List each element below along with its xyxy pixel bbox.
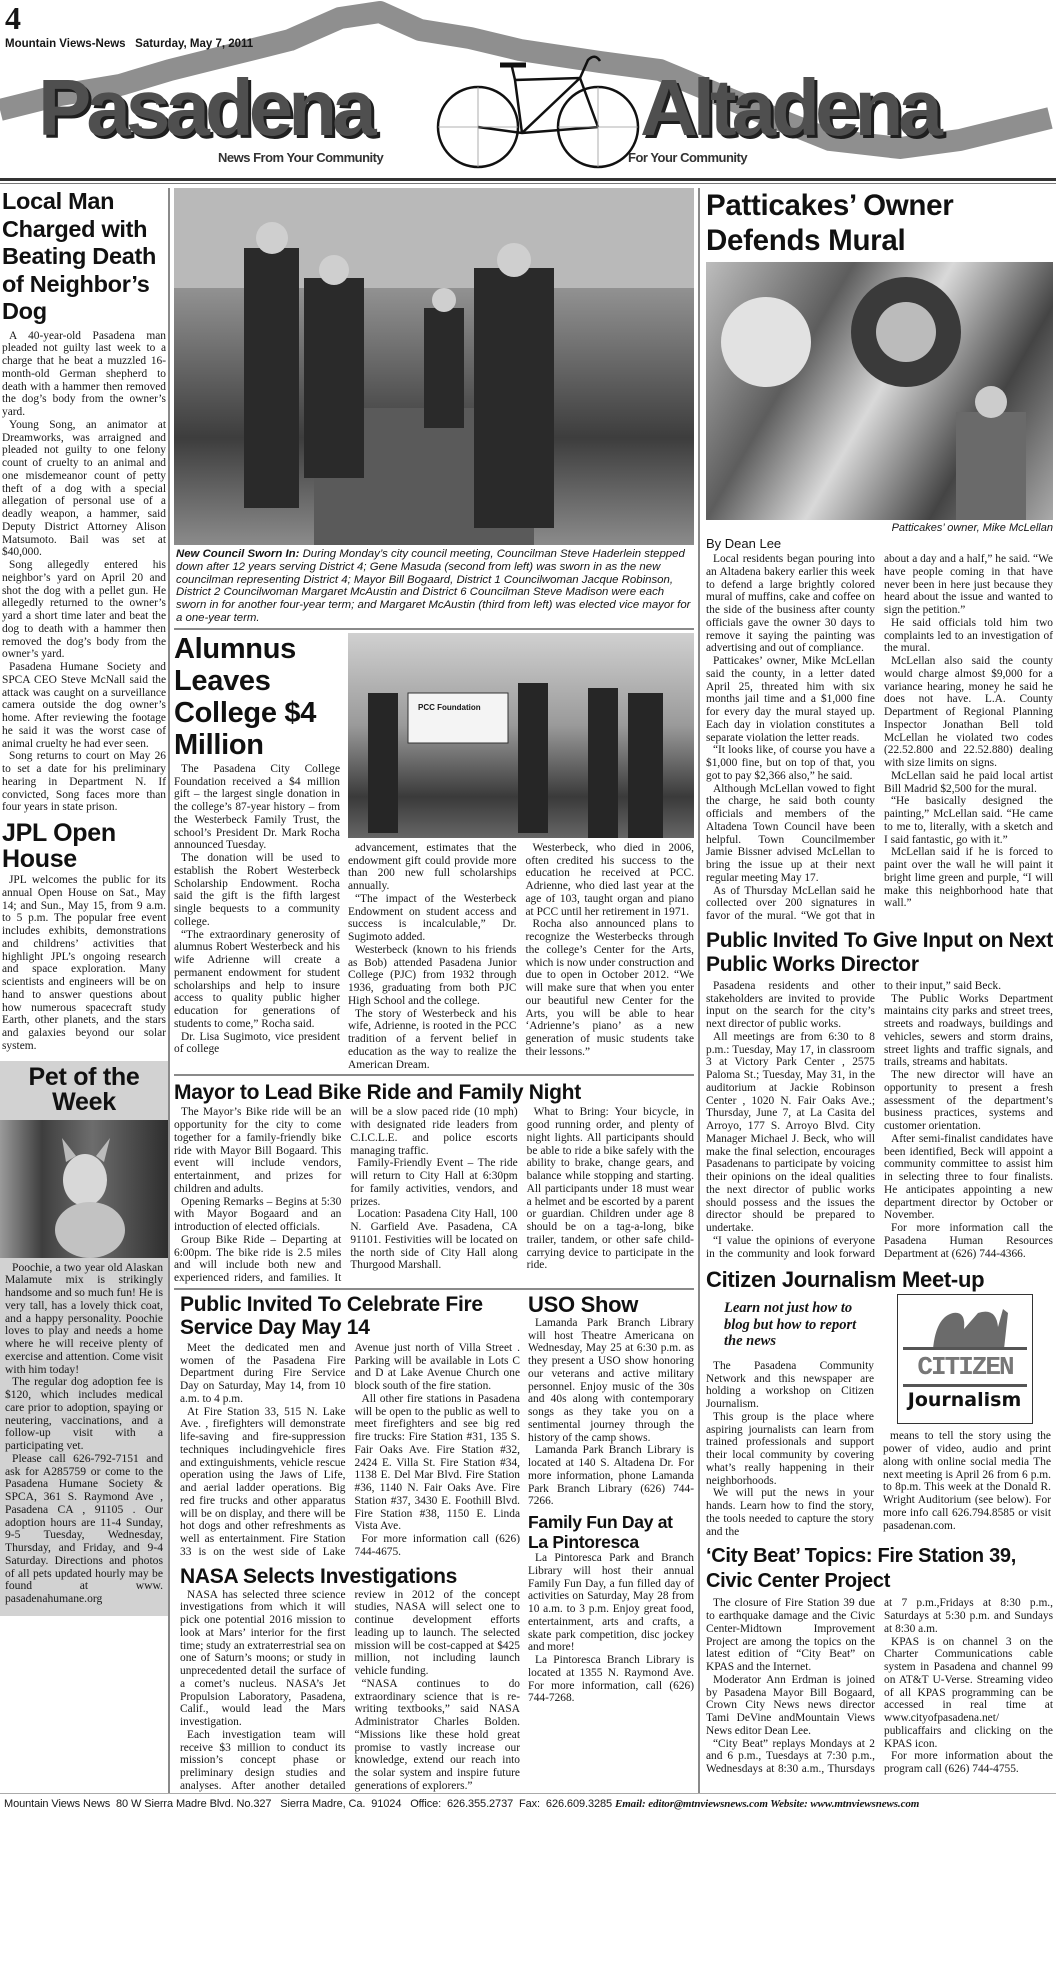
article-body xyxy=(528,1317,694,1508)
paragraph: Patticakes’ owner, Mike McLellan said the county, in a letter dated April 25, threated him with six months jail time and a $1,000 fine for every day the mural stayed up. Each day in violation constitutes a separate violation the letter reads. xyxy=(706,655,875,744)
paragraph: What to Bring: Your bicycle, in good running order, and plenty of night lights. All participants should be able to ride a bike safely with the ability to brake, change gears, and balance while stopping and starting. All participants under 18 must wear a helmet and be escorted by a parent or guardian. Children under age 8 should be on a tag-a-long, bike trailer, tandem, or other safe child-carrying device to participate in the ride. xyxy=(526,1106,694,1272)
paragraph: NASA has selected three science investigations from which it will pick one potential 2016 mission to look at Mars’ interior for the first time; study an extraterrestrial sea on one of Saturn’s moons; or study in unprecedented detail the surface of a comet’s nucleus. NASA’s Jet Propulsion Laboratory, Pasadena, Calif., would lead the Mars investigation. xyxy=(180,1588,346,1729)
paragraph: Lamanda Park Branch Library will host Theatre Americana on Wednesday, May 25 at 6:30 p.m. as they present a USO show honoring our veterans and active military personnel. Enjoy music of the 30s and 40s along with contemporary songs as they take you on a sentimental journey through the history of the camp shows. xyxy=(528,1316,694,1444)
headline: Citizen Journalism Meet-up xyxy=(706,1267,985,1293)
headline: USO Show xyxy=(528,1291,639,1317)
paragraph: For more information call (626) 744-4675. xyxy=(354,1533,520,1558)
paragraph: Group Bike Ride – Departing at 6:00pm. The bike ride is 2.5 miles and will include both new and experienced riders, and families. It will be a slow paced ride (10 mph) with designated ride leaders from C.I.C.L.E. and police escorts managing traffic. xyxy=(174,1106,518,1285)
article-family-fun-day xyxy=(528,1512,694,1705)
paragraph: At Fire Station 33, 515 N. Lake Ave. , firefighters will demonstrate life-saving and fire-suppression techniques includingvehicle fires and extinguishments, vehicle rescue operation using the Jaws of Life, and aerial ladder operations. Big red fire trucks and other apparatus will be on display, and there will be hot dogs and other refreshments as well as entertainment. Fire Station 33 is on the west side of Lake Avenue just north of Villa Street . Parking will be available in Lots C and D at Lake Avenue Church one block south of the fire station. xyxy=(180,1341,520,1558)
article-body xyxy=(528,1552,694,1705)
council-swearing-in-photo xyxy=(174,188,694,545)
article-body-col1 xyxy=(706,1360,874,1539)
tagline-left: News From Your Community xyxy=(218,150,384,165)
article-body xyxy=(174,1106,694,1285)
paragraph: For more information about the program call (626) 744-4755. xyxy=(884,1750,1053,1775)
headline: Patticakes’ Owner Defends Mural xyxy=(706,189,954,257)
council-photo-figure xyxy=(174,188,694,625)
left-column xyxy=(0,188,168,1793)
paragraph: The Pasadena City College Foundation received a $4 million gift – the largest single donation in the college’s 87-year history – from the Westerbeck Family Trust, the school’s President Dr. Mark Rocha announced Tuesday. xyxy=(174,762,340,852)
article-jpl-open-house xyxy=(0,814,168,1053)
masthead-title-pasadena: Pasadena xyxy=(38,63,372,152)
paragraph: Song allegedly entered his neighbor’s yard on April 20 and shot the dog with a pellet gun. He allegedly returned to the owner’s yard a short time later and beat the dog to death with a hammer then removed the dog’s body from the owner’s yard. xyxy=(2,559,166,661)
paragraph: This group is the place where aspiring journalists can learn from trained professionals and support their local community by covering what’s really happening in their neighborhoods. xyxy=(706,1410,874,1487)
paragraph: The Pasadena Community Network and this newspaper are holding a workshop on Citizen Journalism. xyxy=(706,1359,874,1410)
paragraph: Local residents began pouring into an Altadena bakery earlier this week to defend a large brightly colored mural of muffins, cake and coffee on the side of the business after county officials gave the owner 30 days to remove it saying the painting was advertising and out of compliance. xyxy=(706,553,875,655)
headline: Mayor to Lead Bike Ride and Family Night xyxy=(174,1081,581,1105)
logo-text-citizen: CITIZEN xyxy=(903,1347,1027,1387)
paragraph: Westerbeck, who died in 2006, often credited his success to the education he received at PCC. Adrienne, who died last year at the age of 103, taught organ and piano at PCC until her retirement in 1971. xyxy=(525,841,694,918)
headline: Local Man Charged with Beating Death of Neighbor’s Dog xyxy=(2,188,157,324)
paragraph: “He basically designed the painting,” McLellan said. “He came to me to, literally, with a sketch and I said fantastic, go with it.” xyxy=(884,795,1053,846)
masthead-title-altadena: Altadena xyxy=(640,63,938,152)
section-divider xyxy=(174,1288,694,1290)
paragraph: JPL welcomes the public for its annual Open House on Sat., May 14; and Sun., May 15, from 9 a.m. to 5 p.m. The popular free event includes exhibits, demonstrations and childrens’ activities that highlight JPL’s ongoing research and space exploration. Many scientists and engineers will be on hand to answer questions about how numerous spacecraft study Earth, other planets, and the stars and galaxies beyond our solar system. xyxy=(2,874,166,1052)
paragraph: Westerbeck (known to his friends as Bob) attended Pasadena Junior College (PJC) from 1932 through 1936, graduating from both PJC High School and the college. xyxy=(348,943,517,1007)
page-number: 4 xyxy=(5,0,21,36)
article-body xyxy=(706,553,1053,923)
photo-caption xyxy=(174,548,694,625)
masthead-rule-thin xyxy=(0,183,1056,184)
paragraph: Rocha also announced plans to recognize the Westerbecks through the college’s Center for the Arts, which is now under construction and due to open in October 2012. “We will make sure that when you enter our beautiful new Center for the Arts, you will be able to hear ‘Adrienne’s piano’ as a new generation of music students take their lessons.” xyxy=(525,918,694,1058)
headline: NASA Selects Investigations xyxy=(180,1564,458,1588)
article-body xyxy=(706,1597,1053,1776)
check-presentation-photo xyxy=(348,633,694,838)
paragraph: Family-Friendly Event – The ride will return to City Hall at 6:30pm for family activities, vendors, and prizes. xyxy=(350,1157,518,1208)
footer xyxy=(0,1793,1056,1814)
paragraph: “The impact of the Westerbeck Endowment on student access and success is incalculable,” Dr. Sugimoto added. xyxy=(348,892,517,944)
paragraph: The Mayor’s Bike ride will be an opportunity for the city to come together for a family-friendly bike ride with Mayor Bill Bogaard. This event will include vendors, entertainment, and prizes for children and adults. xyxy=(174,1106,342,1195)
article-alumnus-gift xyxy=(174,633,694,1072)
headline: Pet of the Week xyxy=(28,1062,140,1116)
caption-text: During Monday’s city council meeting, Councilman Steve Haderlein stepped down after 12 years serving District 4; Gene Masuda (second from left) was sworn in as the new councilman representing District 4; Mayor Bill Bogaard, District 1 Councilwoman Jacque Robinson, District 2 Councilwoman Margaret McAustin and District 6 Councilman Steve Madison were each sworn in for another four-year term; and Margaret McAustin (third from left) was elected vice mayor for a one-year term. xyxy=(176,548,691,624)
paragraph: McLellan said he paid local artist Bill Madrid $2,500 for the mural. xyxy=(884,769,1053,795)
paragraph: “The extraordinary generosity of alumnus Robert Westerbeck and his wife Adrienne will create a permanent endowment for student scholarships and help to insure access to quality public higher education for generations of students to come,” Rocha said. xyxy=(174,928,340,1030)
logo-text-journalism: Journalism xyxy=(907,1389,1022,1412)
paragraph: The donation will be used to establish the Robert Westerbeck Scholarship Endowment. Rocha said the gift is the fifth largest single bequests to a community college. xyxy=(174,852,340,928)
paragraph: Pasadena residents and other stakeholders are invited to provide input on the search for the city’s next director of public works. xyxy=(706,979,875,1030)
article-body xyxy=(0,1258,168,1610)
article-citizen-journalism xyxy=(706,1266,1053,1538)
paragraph: Dr. Lisa Sugimoto, vice president of college xyxy=(174,1030,340,1056)
headline: Public Invited To Give Input on Next Public Works Director xyxy=(706,928,1054,976)
paragraph: For more information call the Pasadena Human Resources Department at (626) 744-4366. xyxy=(884,1222,1053,1260)
center-column xyxy=(168,188,700,1793)
pet-of-the-week xyxy=(0,1061,168,1616)
paragraph: McLellan also said the county would charge almost $9,000 for a variance hearing, money he said he does not have. L.A. County Department of Regional Planning Inspector Jonathan Bell told McLellan he violated two codes (22.52.800 and 22.52.880) dealing with size limits on signs. xyxy=(884,655,1053,769)
headline: Public Invited To Celebrate Fire Service Day May 14 xyxy=(180,1292,483,1339)
paragraph: Meet the dedicated men and women of the Pasadena Fire Department during Fire Service Day on Saturday, May 14, from 10 a.m. to 4 p.m. xyxy=(180,1341,346,1405)
article-body xyxy=(706,980,1053,1261)
paragraph: The closure of Fire Station 39 due to earthquake damage and the Civic Center-Midtown Improvement Project are among the topics on the latest edition of “City Beat” on KPAS and the Internet. xyxy=(706,1597,875,1673)
article-fire-service-day xyxy=(180,1293,520,1559)
mural-photo xyxy=(706,262,1053,520)
paragraph: “I value the opinions of everyone in the community and look forward to their input,” said Beck. xyxy=(706,979,1002,1260)
article-public-works-director xyxy=(706,929,1053,1261)
article-body-col2 xyxy=(348,842,694,1072)
paragraph: Please call 626-792-7151 and ask for A285759 or come to the Pasadena Humane Society & SPCA, 361 S. Raymond Ave , Pasadena CA , 91105 . Our adoption hours are 11-4 Sunday, 9-5 Tuesday, Wednesday, Thursday, and Friday, and 9-4 Saturday. Directions and photos of all pets updated hourly may be found at www. pasadenahumane.org xyxy=(5,1451,163,1605)
paragraph: After semi-finalist candidates have been identified, Beck will appoint a community committee to assist him in selecting three to four finalists. He anticipates appointing a new department director by October or November. xyxy=(884,1132,1053,1222)
paragraph: The regular dog adoption fee is $120, which includes medical care prior to adoption, spaying or neutering, vaccinations, and a follow-up visit with a participating vet. xyxy=(5,1375,163,1452)
headline: JPL Open House xyxy=(2,819,116,873)
photo-caption: Patticakes’ owner, Mike McLellan xyxy=(891,522,1053,534)
footer-address: Mountain Views News 80 W Sierra Madre Blvd. No.327 Sierra Madre, Ca. 91024 Office: 626.355.2737 Fax: 626.609.3285 xyxy=(4,1797,613,1810)
article-body xyxy=(180,1589,520,1793)
paragraph: Moderator Ann Erdman is joined by Pasadena Mayor Bill Bogaard, Crown City News news director Tami DeVine andMountain Views News editor Dean Lee. xyxy=(706,1673,875,1737)
paragraph: “It looks like, of course you have a $1,000 fine, but on top of that, you got to pay $2,366 also,” he said. xyxy=(706,744,875,782)
headline: ‘City Beat’ Topics: Fire Station 39, Civic Center Project xyxy=(706,1545,1017,1593)
paragraph: Lamanda Park Branch Library is located at 140 S. Altadena Dr. For more information, phone Lamanda Park Branch Library (626) 744-7266. xyxy=(528,1444,694,1508)
masthead xyxy=(0,0,1056,188)
subheadline: Learn not just how to blog but how to report the news xyxy=(724,1300,857,1350)
paragraph: Pasadena Humane Society and SPCA CEO Steve McNall said the attack was caught on a surveillance camera outside the dog owner’s home. After reviewing the footage he said it was the worst case of animal cruelty he had ever seen. xyxy=(2,661,166,750)
paragraph: La Pintoresca Branch Library is located at 1355 N. Raymond Ave. For more information, call (626) 744-7268. xyxy=(528,1654,694,1705)
caption-lead: New Council Sworn In: xyxy=(176,548,300,560)
paragraph: “NASA continues to do extraordinary science that is re-writing textbooks,” said NASA Administrator Charles Bolden. “Missions like these hold great promise to vastly increase our knowledge, extend our reach into the solar system and inspire future generations of explorers.” xyxy=(354,1677,520,1792)
paragraph: KPAS is on channel 3 on the Charter Communications cable system in Pasadena and channel 99 on AT&T U-Verse. Streaming video of all KPAS programming can be accessed in real time at www.cityofpasadena.net/ publicaffairs and clicking on the KPAS icon. xyxy=(884,1635,1053,1750)
paragraph: Opening Remarks – Begins at 5:30 with Mayor Bogaard and an introduction of elected officials. xyxy=(174,1195,342,1234)
paragraph: advancement, estimates that the endowment gift could provide more than 200 new full scholarships annually. xyxy=(348,841,517,893)
article-body xyxy=(180,1342,520,1559)
paragraph: Although McLellan vowed to fight the charge, he said both county officials and members of the Altadena Town Council have been helpful. Town Councilmember Jamie Bissner advised McLellan to bring the issue up at their next regular meeting May 17. xyxy=(706,782,875,884)
paragraph: McLellan said if he is forced to paint over the wall he will paint it bright lime green and purple, “I will make this neighborhood hate that wall.” xyxy=(884,846,1053,910)
headline: Alumnus Leaves College $4 Million xyxy=(174,632,317,761)
section-divider xyxy=(174,1074,694,1076)
article-mayor-bike-ride xyxy=(174,1079,694,1285)
article-body-col1 xyxy=(174,763,340,1056)
paragraph: A 40-year-old Pasadena man pleaded not guilty last week to a charge that he beat a muzzled 16-month-old German shepherd to death with a hammer then removed the dog’s body from the owner’s yard. xyxy=(2,329,166,418)
paragraph: As of Thursday McLellan said he collected over 200 signatures in favor of the mural. “We got that in about a day and a half,” he said. “We have people coming in that have never been in here just because they heard about the issue and wanted to sign the petition.” xyxy=(706,553,1053,922)
article-nasa-investigations xyxy=(180,1565,520,1793)
paragraph: He said officials told him two complaints led to an investigation of the mural. xyxy=(884,616,1053,655)
article-dog-beating xyxy=(0,188,168,814)
paragraph: All meetings are from 6:30 to 8 p.m.: Tuesday, May 17, in classroom 3 at Victory Park Center , 2575 Paloma St.; Tuesday, May 31, in the auditorium at Jackie Robinson Center , 1020 N. Fair Oaks Ave.; Thursday, June 7, at La Casita del Arroyo, 177 S. Arroyo Blvd. City Manager Michael J. Beck, who will make the final selection, encourages Pasadenans to participate by voicing their opinions on the ideal qualities the next director of public works should possess and the issues the director should be prepared to undertake. xyxy=(706,1030,875,1234)
paragraph: The new director will have an opportunity to present a fresh assessment of the department’s business practices, systems and customer orientation. xyxy=(884,1069,1053,1132)
paragraph: Song returns to court on May 26 to set a date for his preliminary hearing in Department N. If convicted, Song faces more than four years in state prison. xyxy=(2,750,166,814)
paragraph: We will put the news in your hands. Learn how to find the story, the tools needed to capture the story and the xyxy=(706,1487,874,1538)
right-column xyxy=(700,188,1056,1793)
paragraph: The Public Works Department maintains city parks and street trees, streets and roadways, buildings and vehicles, sewers and storm drains, street lights and traffic signals, and trails, streams and habitats. xyxy=(884,992,1053,1069)
bicycle-icon xyxy=(430,45,650,175)
paragraph: Poochie, a two year old Alaskan Malamute mix is strikingly handsome and so much fun! He is very tall, has a lovely thick coat, and a happy personality. Poochie loves to play and needs a home where he will receive plenty of exercise and attention. Come visit with him today! xyxy=(5,1260,163,1376)
headline: Family Fun Day at La Pintoresca xyxy=(528,1512,673,1553)
byline: By Dean Lee xyxy=(706,536,782,551)
citizen-journalism-logo xyxy=(897,1294,1033,1424)
paragraph: Location: Pasadena City Hall, 100 N. Garfield Ave. Pasadena, CA 91101. Festivities will be located on the north side of City Hall along Thurgood Marshall. xyxy=(350,1208,518,1272)
paragraph: “City Beat” replays Mondays at 2 and 6 p.m., Tuesdays at 7:30 p.m., Wednesdays at 8:30 a.m., Thursdays at 7 p.m.,Fridays at 8:30 p.m., Saturdays at 5:30 p.m. and Sundays at 8:30 a.m. xyxy=(706,1597,1053,1775)
article-uso-show xyxy=(528,1293,694,1508)
masthead-rule xyxy=(0,178,1056,181)
section-divider xyxy=(174,628,694,630)
paragraph: Each investigation team will receive $3 million to conduct its mission’s concept phase or preliminary design studies and analyses. After another detailed review in 2012 of the concept studies, NASA will select one to continue development efforts leading up to launch. The selected mission will be cost-capped at $425 million, not including launch vehicle funding. xyxy=(180,1588,520,1792)
article-patticakes-mural xyxy=(706,188,1053,923)
page-columns xyxy=(0,188,1056,1793)
paragraph: The story of Westerbeck and his wife, Adrienne, is rooted in the PCC tradition of a fervent belief in education as the way to realize the American Dream. xyxy=(348,1007,517,1071)
check-text: PCC Foundation xyxy=(418,702,481,712)
article-city-beat xyxy=(706,1544,1053,1776)
paragraph: Young Song, an animator at Dreamworks, was arraigned and pleaded not guilty to one felony count of cruelty to an animal and one misdemeanor count of petty theft of a dog with a special allegation of personal use of a deadly weapon, a hammer, said Deputy District Attorney Alison Matsumoto. Bail was set at $40,000. xyxy=(2,418,166,559)
article-body xyxy=(2,874,166,1053)
article-body-col2 xyxy=(883,1430,1051,1532)
paragraph: means to tell the story using the power of video, audio and print along with online social media The next meeting is April 26 from 6 p.m. to 8p.m. This week at the Donald R. Wright Auditorium (see below). For more info call 626.794.8585 or visit pasadenan.com. xyxy=(883,1430,1051,1532)
paragraph: La Pintoresca Park and Branch Library will host their annual Family Fun Day, a fun filled day of activities on Saturday, May 28 from 10 a.m. to 3 p.m. Enjoy great food, entertainment, arts and crafts, a skate park competition, disc jockey and more! xyxy=(528,1552,694,1654)
dog-photo xyxy=(0,1120,168,1258)
article-body xyxy=(2,330,166,815)
footer-contact: Email: editor@mtnviewsnews.com Website: www.mtnviewsnews.com xyxy=(614,1797,920,1810)
paragraph: All other fire stations in Pasadena will be open to the public as well to meet firefighters and see big red fire trucks: Fire Station #31, 135 S. Fair Oaks Ave. Fire Station #32, 2424 E. Villa St. Fire Station #34, 1138 E. Del Mar Blvd. Fire Station #36, 1140 N. Fair Oaks Ave. Fire Station #37, 3430 E. Foothill Blvd. Fire Station #38, 1150 E. Linda Vista Ave. xyxy=(354,1392,520,1533)
dateline: Mountain Views-News Saturday, May 7, 2011 xyxy=(5,38,254,50)
tagline-right: For Your Community xyxy=(628,150,748,165)
